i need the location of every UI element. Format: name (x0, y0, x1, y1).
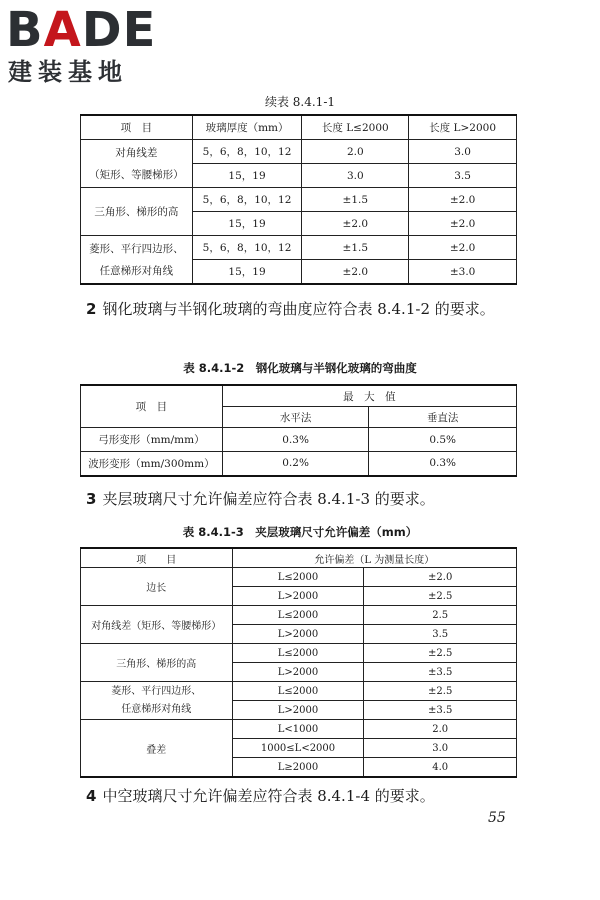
table-row (81, 452, 517, 476)
table1-header-short: 长度 L≤2000 (302, 115, 409, 140)
table1 (80, 114, 517, 285)
table2-header-item: 项 目 (81, 385, 223, 428)
table1-item: 菱形、平行四边形、 任意梯形对角线 (81, 236, 193, 285)
table-row (81, 644, 517, 663)
page-number: 55 (488, 810, 506, 826)
bade-logo (6, 2, 176, 88)
table-cell: 4.0 (364, 758, 517, 778)
paragraph-2 (86, 296, 526, 322)
table-cell: L>2000 (232, 663, 364, 682)
table-cell: ±2.5 (364, 644, 517, 663)
table-cell: ±2.0 (302, 260, 409, 285)
table-cell: L≤2000 (232, 682, 364, 701)
table3-item: 对角线差（矩形、等腰梯形） (81, 606, 233, 644)
table-cell: 3.0 (409, 140, 517, 164)
logo-letters-de: DE (81, 2, 157, 58)
table3-header-row (81, 548, 517, 568)
table1-item: 三角形、梯形的高 (81, 188, 193, 236)
table3-header-item: 项 目 (81, 548, 233, 568)
table-cell: L≤2000 (232, 606, 364, 625)
paragraph-number: 4 (86, 787, 97, 805)
table-row (81, 568, 517, 587)
table-cell: 5，6，8，10，12 (192, 188, 302, 212)
table-cell: L≤2000 (232, 644, 364, 663)
table-cell: L>2000 (232, 625, 364, 644)
table-cell: 15，19 (192, 260, 302, 285)
table-cell: 0.3% (222, 428, 369, 452)
table-row (81, 236, 517, 260)
table1-header-item: 项 目 (81, 115, 193, 140)
table1-item: 对角线差 （矩形、等腰梯形） (81, 140, 193, 188)
table-cell: ±2.0 (302, 212, 409, 236)
table-cell: ±3.0 (409, 260, 517, 285)
table-row (81, 682, 517, 701)
table1-header-long: 长度 L>2000 (409, 115, 517, 140)
table2-header-horizontal: 水平法 (222, 407, 369, 428)
table-cell: L>2000 (232, 587, 364, 606)
table3-item: 边长 (81, 568, 233, 606)
table-cell: ±3.5 (364, 663, 517, 682)
table2 (80, 384, 517, 477)
table-cell: 0.5% (369, 428, 517, 452)
paragraph-number: 2 (86, 300, 97, 318)
table-cell: L<1000 (232, 720, 364, 739)
table3 (80, 547, 517, 778)
table2-header-max: 最 大 值 (222, 385, 516, 407)
table-cell: 3.5 (364, 625, 517, 644)
table-cell: 2.5 (364, 606, 517, 625)
table-cell: 3.0 (364, 739, 517, 758)
table-row (81, 428, 517, 452)
paragraph-number: 3 (86, 490, 97, 508)
table-cell: ±2.0 (409, 236, 517, 260)
table-cell: 2.0 (302, 140, 409, 164)
table3-item: 菱形、平行四边形、 任意梯形对角线 (81, 682, 233, 720)
logo-letter-b: B (6, 2, 44, 58)
table-cell: 2.0 (364, 720, 517, 739)
table-cell: 弓形变形（mm/mm） (81, 428, 223, 452)
table-cell: L≤2000 (232, 568, 364, 587)
table-cell: 5，6，8，10，12 (192, 236, 302, 260)
table-cell: 0.3% (369, 452, 517, 476)
table-cell: 0.2% (222, 452, 369, 476)
paragraph-3 (86, 486, 526, 512)
table-row (81, 188, 517, 212)
table-cell: ±2.0 (409, 212, 517, 236)
table2-header-row (81, 385, 517, 407)
table-row (81, 140, 517, 164)
table2-caption: 表 8.4.1-2 钢化玻璃与半钢化玻璃的弯曲度 (183, 361, 417, 375)
paragraph-text: 夹层玻璃尺寸允许偏差应符合表 8.4.1-3 的要求。 (102, 490, 435, 508)
table3-item: 三角形、梯形的高 (81, 644, 233, 682)
table-cell: 1000≤L<2000 (232, 739, 364, 758)
logo-letter-a: A (43, 2, 82, 58)
paragraph-4 (86, 783, 526, 809)
table-cell: 3.0 (302, 164, 409, 188)
table3-caption: 表 8.4.1-3 夹层玻璃尺寸允许偏差（mm） (182, 525, 418, 539)
table3-header-tolerance: 允许偏差（L 为测量长度） (232, 548, 516, 568)
table-cell: L≥2000 (232, 758, 364, 778)
table-cell: 5，6，8，10，12 (192, 140, 302, 164)
logo-brand (6, 4, 156, 56)
table-cell: ±1.5 (302, 188, 409, 212)
table1-header-row (81, 115, 517, 140)
table2-header-vertical: 垂直法 (369, 407, 517, 428)
table-row (81, 606, 517, 625)
table-cell: 波形变形（mm/300mm） (81, 452, 223, 476)
table-cell: ±1.5 (302, 236, 409, 260)
table-cell: ±2.5 (364, 587, 517, 606)
table-cell: 15，19 (192, 164, 302, 188)
logo-subtitle: 建装基地 (8, 58, 128, 86)
table3-item: 叠差 (81, 720, 233, 778)
table-cell: ±2.5 (364, 682, 517, 701)
table-cell: 3.5 (409, 164, 517, 188)
paragraph-text: 中空玻璃尺寸允许偏差应符合表 8.4.1-4 的要求。 (102, 787, 435, 805)
table-cell: L>2000 (232, 701, 364, 720)
table-cell: ±3.5 (364, 701, 517, 720)
table1-caption: 续表 8.4.1-1 (264, 95, 336, 109)
table-cell: ±2.0 (364, 568, 517, 587)
table-cell: 15，19 (192, 212, 302, 236)
table1-header-thickness: 玻璃厚度（mm） (192, 115, 302, 140)
paragraph-text: 钢化玻璃与半钢化玻璃的弯曲度应符合表 8.4.1-2 的要求。 (102, 300, 495, 318)
table-row (81, 720, 517, 739)
table-cell: ±2.0 (409, 188, 517, 212)
